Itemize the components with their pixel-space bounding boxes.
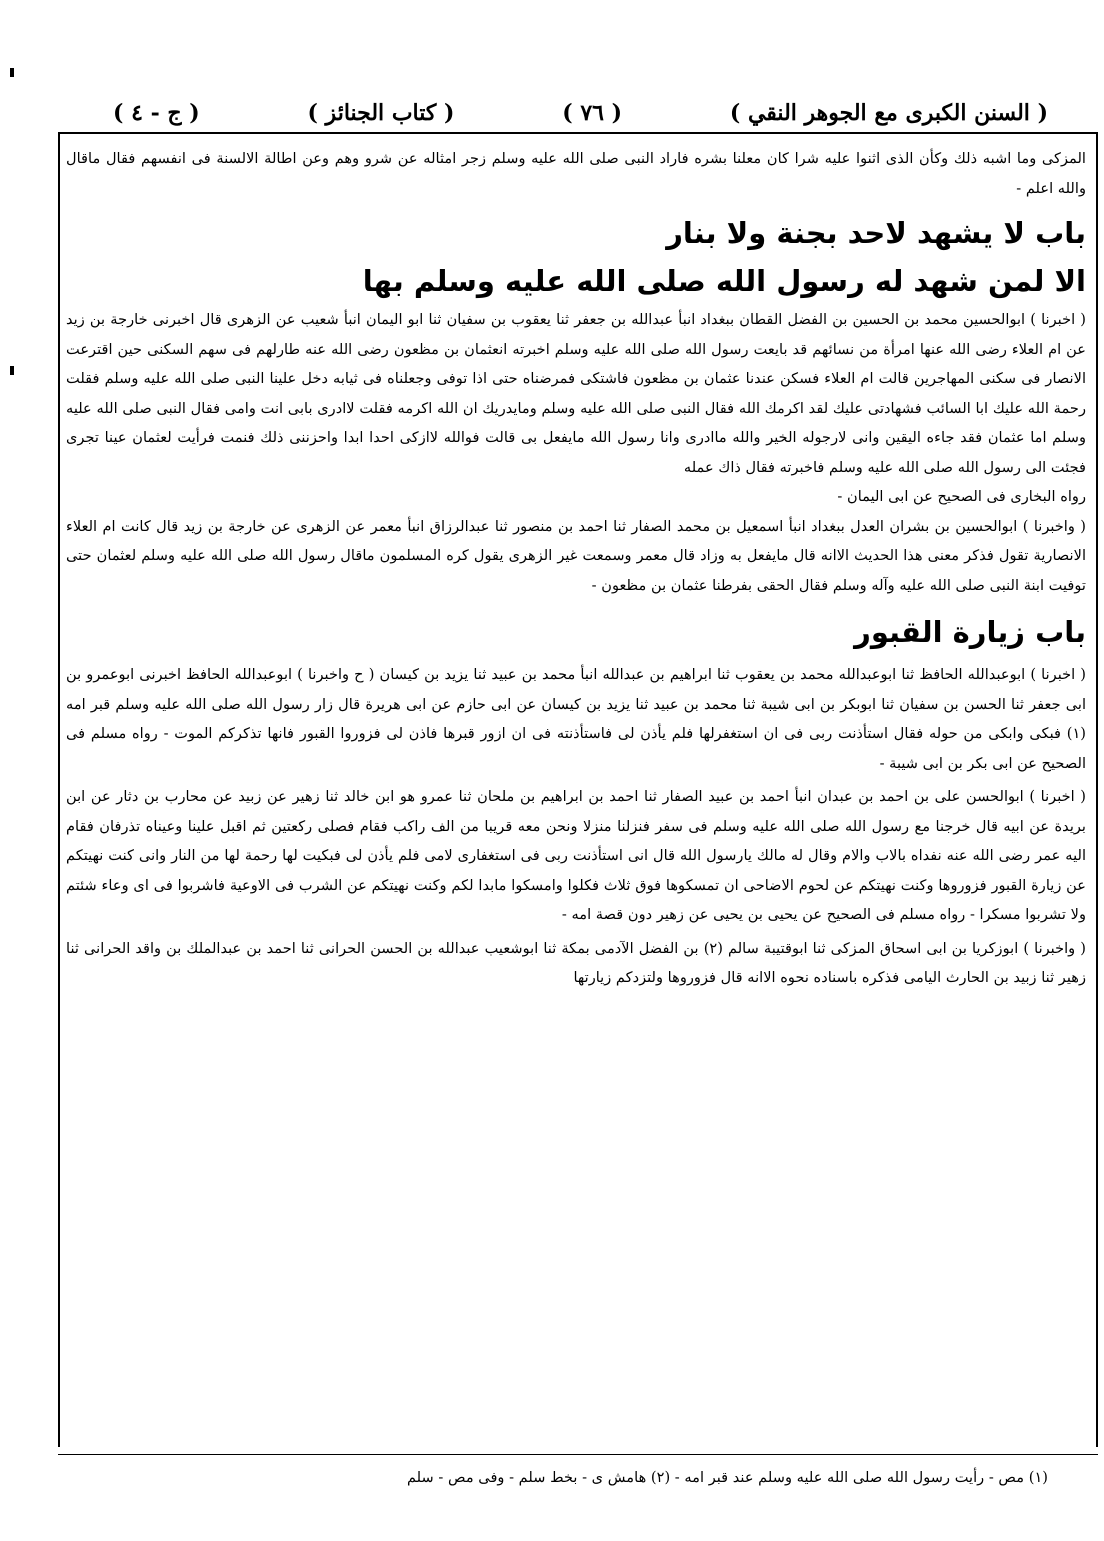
main-text	[66, 144, 1086, 993]
section-heading-line1: باب لا يشهد لاحد بجنة ولا بنار	[666, 216, 1086, 250]
book-title: ( السنن الكبرى مع الجوهر النقي )	[729, 100, 1048, 126]
running-header	[58, 92, 1098, 134]
intro-paragraph: المزكى وما اشبه ذلك وكأن الذى اثنوا عليه شرا كان معلنا بشره فاراد النبى صلى الله عليه وسلم زجر امثاله عن شرو وهم وعن اطالة الالسنة فى انفسهم فقال ماقال والله اعلم -	[66, 150, 1086, 197]
hadith-paragraph: ( اخبرنا ) ابوعبدالله الحافظ ثنا ابوعبدالله محمد بن يعقوب ثنا ابراهيم بن عبدالله انبأ محمد بن عبيد ثنا يزيد بن كيسان ( ح واخبرنا ) ابوعبدالله الحافظ اخبرنى ابوعمرو بن ابى جعفر ثنا الحسن بن سفيان ثنا ابوبكر بن ابى شيبة ثنا محمد بن عبيد ثنا يزيد بن كيسان عن ابى حازم عن ابى هريرة قال زار رسول الله صلى الله عليه وسلم قبر امه (١) فبكى وابكى من حوله فقال استأذنت ربى فى ان استغفرلها فلم يأذن لى فاستأذنته فى ان ازور قبرها فاذن لى فزوروا القبور فانها تذكركم الموت - رواه مسلم فى الصحيح عن ابى بكر بن ابى شيبة -	[66, 666, 1086, 772]
hadith-paragraph: ( اخبرنا ) ابوالحسن على بن احمد بن عبدان انبأ احمد بن عبيد الصفار ثنا احمد بن ابراهيم بن ملحان ثنا عمرو هو ابن خالد ثنا زهير عن زبيد عن محارب بن دثار عن ابن بريدة عن ابيه قال خرجنا مع رسول الله صلى الله عليه وسلم فى سفر فنزلنا منزلا ونحن معه قريبا من الف راكب فقام فصلى ركعتين ثم اقبل علينا وعيناه تذرفان فقام اليه عمر رضى الله عنه نفداه بالاب والام وقال له مالك يارسول الله قال انى استأذنت ربى فى استغفارى لامى فلم يأذن لى فبكيت لها رحمة لها من النار وانى كنت نهيتكم عن زيارة القبور فزوروها وكنت نهيتكم عن لحوم الاضاحى ان تمسكوها فوق ثلاث فكلوا وامسكوا مابدا لكم وكنت نهيتكم عن الشرب فى الاوعية فاشربوا فى اى وعاء شئتم ولا تشربوا مسكرا - رواه مسلم فى الصحيح عن يحيى بن يحيى عن زهير دون قصة امه -	[66, 788, 1086, 923]
footnotes: (١) مص - رأيت رسول الله صلى الله عليه وسلم عند قبر امه - (٢) هامش ى - بخط سلم - وفى مص - سلم	[58, 1454, 1098, 1489]
hadith-paragraph: ( اخبرنا ) ابوالحسين محمد بن الحسين بن الفضل القطان ببغداد انبأ عبدالله بن جعفر ثنا يعقوب بن سفيان ثنا ابو اليمان انبأ شعيب عن الزهرى قال اخبرنى خارجة بن زيد عن ام العلاء رضى الله عنها امرأة من نسائهم قد بايعت رسول الله صلى الله عليه وسلم اخبرته انعثمان بن مظعون رضى الله عنه طارلهم فى سهم السكنى حين اقترعت الانصار فى سكنى المهاجرين قالت ام العلاء فسكن عندنا عثمان بن مظعون فاشتكى فمرضناه حتى اذا توفى وجعلناه فى ثيابه دخل علينا النبى صلى الله عليه وسلم فقلت رحمة الله عليك ابا السائب فشهادتى عليك لقد اكرمك الله فقال النبى صلى الله عليه وسلم ومايدريك ان الله اكرمه فقلت لاادرى بابى انت وامى فقال النبى صلى الله عليه وسلم اما عثمان فقد جاءه اليقين وانى لارجوله الخير والله ماادرى وانا رسول الله مايفعل بى قالت فوالله لاازكى احدا ابدا واحزننى ذلك فنمت فرأيت لعثمان عينا تجرى فجئت الى رسول الله صلى الله عليه وسلم فاخبرته فقال ذاك عمله	[66, 311, 1086, 476]
margin-mark-middle	[10, 366, 14, 375]
section-heading-ziyara: باب زيارة القبور	[854, 615, 1086, 649]
margin-mark-top	[10, 68, 14, 77]
hadith-paragraph: رواه البخارى فى الصحيح عن ابى اليمان -	[837, 488, 1086, 505]
hadith-paragraph: ( واخبرنا ) ابوزكريا بن ابى اسحاق المزكى ثنا ابوقتيبة سالم (٢) بن الفضل الآدمى بمكة ثنا ابوشعيب عبدالله بن الحسن الحرانى ثنا احمد بن عبدالملك بن واقد الحرانى ثنا زهير ثنا زبيد بن الحارث اليامى فذكره باسناده نحوه الاانه قال فزوروها ولتزدكم زيارتها	[66, 939, 1086, 986]
volume-number: ( ج - ٤ )	[113, 100, 200, 126]
page	[58, 92, 1098, 1512]
hadith-paragraph: ( واخبرنا ) ابوالحسين بن بشران العدل ببغداد انبأ اسمعيل بن محمد الصفار ثنا احمد بن منصور ثنا عبدالرزاق انبأ معمر عن الزهرى عن خارجة بن زيد قال كانت ام العلاء الانصارية تقول فذكر معنى هذا الحديث الاانه قال مايفعل به وزاد قال معمر وسمعت غير الزهرى يقول كره المسلمون ماقال رسول الله صلى الله عليه وسلم لعثمان حتى توفيت ابنة النبى صلى الله عليه وآله وسلم فقال الحقى بفرطنا عثمان بن مظعون -	[66, 517, 1086, 594]
chapter-title: ( كتاب الجنائز )	[307, 100, 455, 126]
section-heading-line2: الا لمن شهد له رسول الله صلى الله عليه وسلم بها	[362, 264, 1086, 298]
page-number: ( ٧٦ )	[562, 100, 623, 126]
